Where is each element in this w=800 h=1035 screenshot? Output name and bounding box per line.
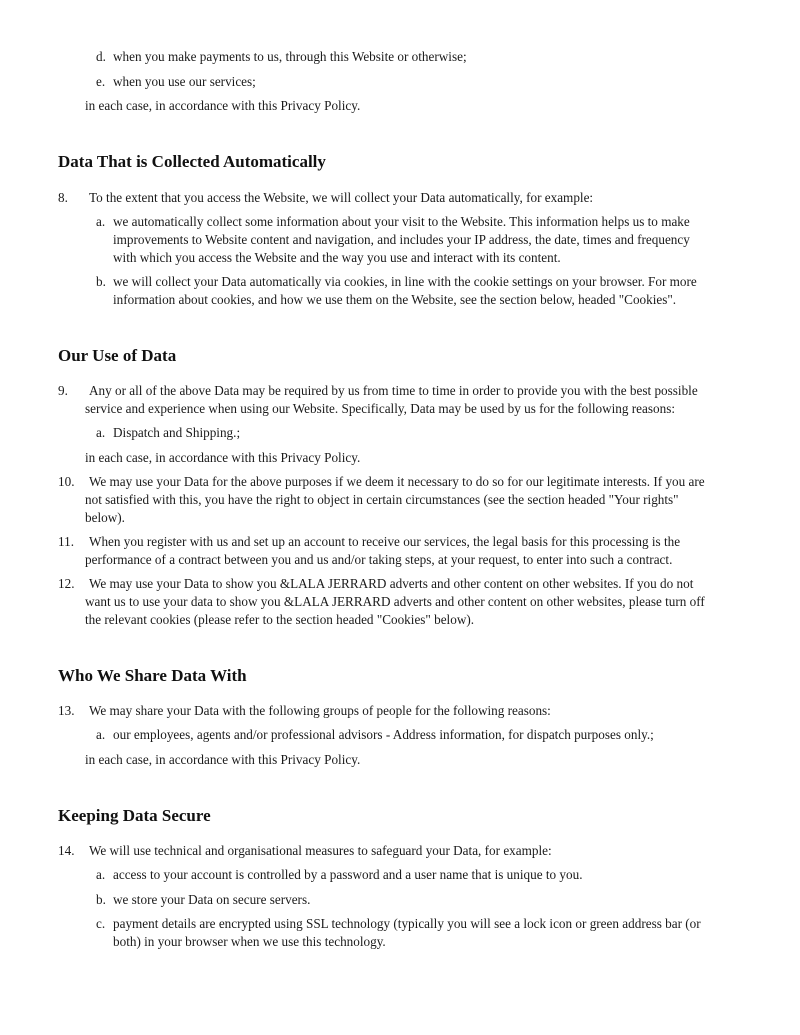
paragraph-line: below). — [85, 510, 125, 525]
list-marker: d. — [96, 49, 106, 64]
paragraph-line: the relevant cookies (please refer to the section headed "Cookies" below). — [85, 612, 475, 627]
paragraph-number: 9. — [58, 383, 68, 398]
list-item: Dispatch and Shipping.; — [113, 425, 241, 440]
list-item-line: with which you access the Website and the way you use and interact with its content. — [113, 250, 561, 265]
list-item-line: we automatically collect some information about your visit to the Website. This information helps us to make — [113, 214, 690, 229]
list-item-line: we will collect your Data automatically via cookies, in line with the cookie settings on your browser. For more — [113, 274, 697, 289]
list-item-line: payment details are encrypted using SSL technology (typically you will see a lock icon or green address bar (or — [113, 916, 701, 931]
section-heading: Data That is Collected Automatically — [58, 152, 326, 171]
list-item: when you make payments to us, through this Website or otherwise; — [113, 49, 467, 64]
paragraph-number: 11. — [58, 534, 74, 549]
list-item-line: both) in your browser when we use this technology. — [113, 934, 386, 949]
list-marker: a. — [96, 214, 106, 229]
list-item-line: access to your account is controlled by a password and a user name that is unique to you. — [113, 867, 583, 882]
section-heading: Our Use of Data — [58, 346, 177, 365]
paragraph-line: not satisfied with this, you have the right to object in certain circumstances (see the section headed "Your rights" — [85, 492, 679, 507]
paragraph-number: 8. — [58, 190, 68, 205]
paragraph-number: 14. — [58, 843, 75, 858]
list-item-line: improvements to Website content and navigation, and includes your IP address, the date, times and frequency — [113, 232, 690, 247]
paragraph-number: 12. — [58, 576, 75, 591]
paragraph-text: We may share your Data with the following groups of people for the following reasons: — [89, 703, 551, 718]
list-marker: a. — [96, 727, 106, 742]
list-marker: b. — [96, 274, 106, 289]
list-marker: c. — [96, 916, 106, 931]
list-marker: a. — [96, 867, 106, 882]
closing-text: in each case, in accordance with this Privacy Policy. — [85, 752, 361, 767]
list-item: when you use our services; — [113, 74, 256, 89]
list-item: our employees, agents and/or professional advisors - Address information, for dispatch purposes only.; — [113, 727, 654, 742]
list-marker: b. — [96, 892, 106, 907]
paragraph-text: We will use technical and organisational measures to safeguard your Data, for example: — [89, 843, 552, 858]
paragraph-line: We may use your Data to show you &LALA JERRARD adverts and other content on other websites. If you do not — [89, 576, 694, 591]
paragraph-number: 13. — [58, 703, 75, 718]
paragraph-line: service and experience when using our Website. Specifically, Data may be used by us for the following reasons: — [85, 401, 675, 416]
list-item-line: we store your Data on secure servers. — [113, 892, 311, 907]
section-heading: Keeping Data Secure — [58, 806, 211, 825]
paragraph-line: We may use your Data for the above purposes if we deem it necessary to do so for our legitimate interests. If you are — [89, 474, 705, 489]
list-item-line: information about cookies, and how we use them on the Website, see the section below, headed "Cookies". — [113, 292, 677, 307]
closing-text: in each case, in accordance with this Privacy Policy. — [85, 450, 361, 465]
paragraph-line: Any or all of the above Data may be required by us from time to time in order to provide you with the best possible — [89, 383, 698, 398]
list-marker: e. — [96, 74, 106, 89]
closing-text: in each case, in accordance with this Privacy Policy. — [85, 98, 361, 113]
paragraph-number: 10. — [58, 474, 75, 489]
paragraph-text: To the extent that you access the Website, we will collect your Data automatically, for example: — [89, 190, 594, 205]
list-marker: a. — [96, 425, 106, 440]
paragraph-line: When you register with us and set up an account to receive our services, the legal basis for this processing is the — [89, 534, 681, 549]
section-heading: Who We Share Data With — [58, 666, 247, 685]
paragraph-line: want us to use your data to show you &LALA JERRARD adverts and other content on other websites, please turn off — [85, 594, 705, 609]
paragraph-line: performance of a contract between you and us and/or taking steps, at your request, to enter into such a contract. — [85, 552, 673, 567]
